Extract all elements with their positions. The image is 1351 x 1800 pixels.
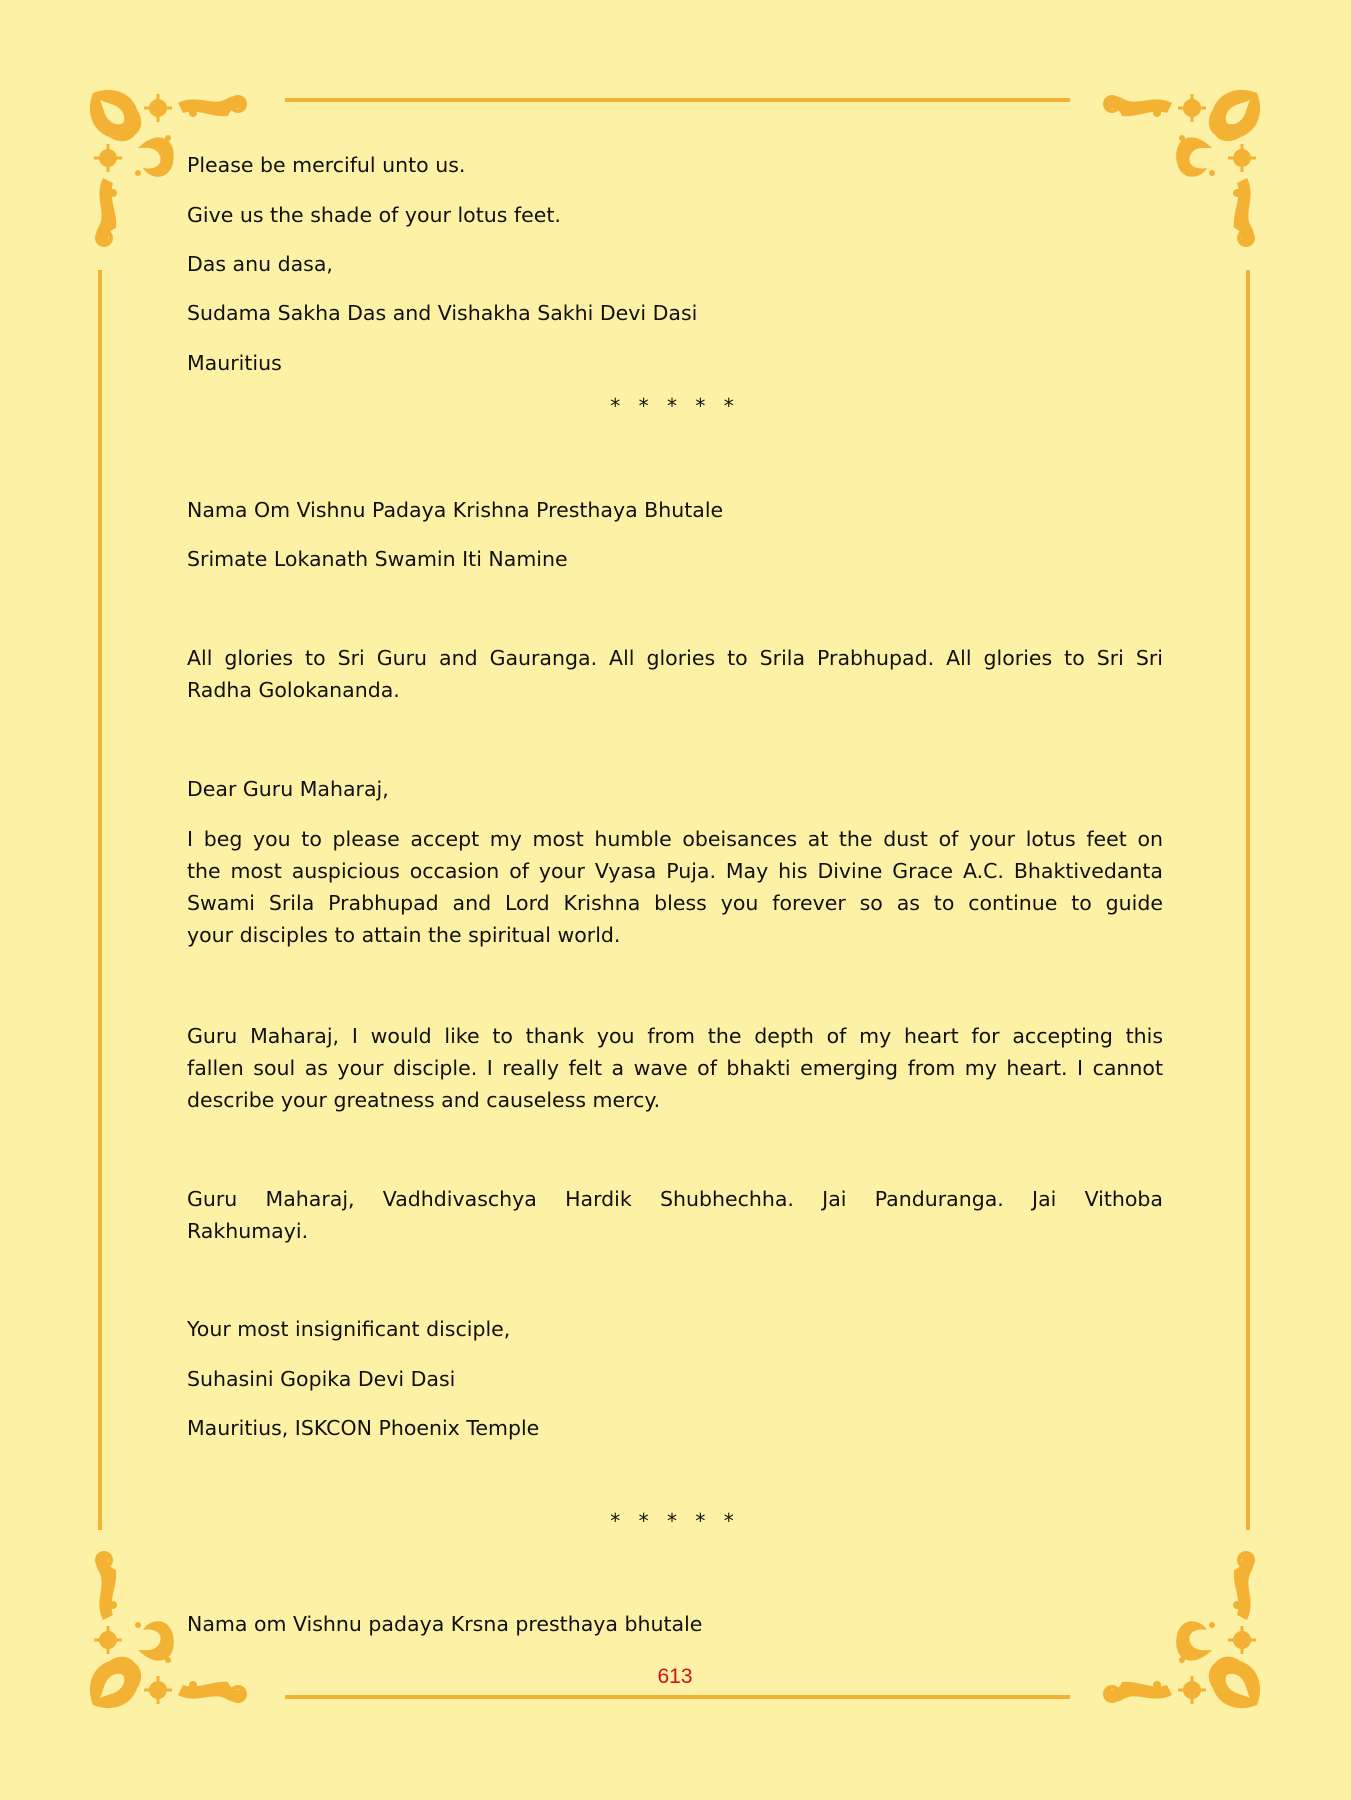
paragraph-3 xyxy=(187,1183,1163,1247)
signoff-line: Your most insignificant disciple, xyxy=(187,1317,511,1341)
section-separator: * * * * * xyxy=(610,1509,740,1533)
paragraph-line: fallen soul as your disciple. I really felt a wave of bhakti emerging from my heart. I cannot xyxy=(187,1056,1163,1080)
paragraph-line: the most auspicious occasion of your Vyasa Puja. May his Divine Grace A.C. Bhaktivedanta xyxy=(187,859,1163,883)
paragraph-line: your disciples to attain the spiritual world. xyxy=(187,923,621,947)
paragraph-line: describe your greatness and causeless mercy. xyxy=(187,1088,661,1112)
invocation-line: Nama om Vishnu padaya Krsna presthaya bhutale xyxy=(187,1612,703,1636)
signature-name: Sudama Sakha Das and Vishakha Sakhi Devi Dasi xyxy=(187,301,698,325)
border-right xyxy=(1246,270,1250,1530)
invocation-line: Nama Om Vishnu Padaya Krishna Presthaya Bhutale xyxy=(187,498,724,522)
paragraph-line: Guru Maharaj, Vadhdivaschya Hardik Shubhechha. Jai Panduranga. Jai Vithoba xyxy=(187,1187,1163,1211)
signature-location: Mauritius, ISKCON Phoenix Temple xyxy=(187,1416,540,1440)
corner-ornament-top-right xyxy=(1062,88,1262,288)
closing-line: Please be merciful unto us. xyxy=(187,153,466,177)
border-left xyxy=(98,270,102,1530)
invocation-line: Srimate Lokanath Swamin Iti Namine xyxy=(187,547,568,571)
paragraph-line: Swami Srila Prabhupad and Lord Krishna bless you forever so as to continue to guide xyxy=(187,891,1163,915)
paragraph-1 xyxy=(187,823,1163,951)
paragraph-line: Radha Golokananda. xyxy=(187,678,400,702)
paragraph-2 xyxy=(187,1020,1163,1116)
glories-paragraph xyxy=(187,642,1163,706)
closing-line: Das anu dasa, xyxy=(187,252,333,276)
salutation: Dear Guru Maharaj, xyxy=(187,777,389,801)
border-bottom xyxy=(285,1695,1070,1699)
border-top xyxy=(285,98,1070,102)
paragraph-line: All glories to Sri Guru and Gauranga. All glories to Srila Prabhupad. All glories to Sri Sri xyxy=(187,646,1163,670)
corner-ornament-bottom-right xyxy=(1062,1510,1262,1710)
page-number: 613 xyxy=(657,1665,693,1688)
paragraph-line: Rakhumayi. xyxy=(187,1219,309,1243)
paragraph-line: Guru Maharaj, I would like to thank you from the depth of my heart for accepting this xyxy=(187,1024,1163,1048)
closing-line: Give us the shade of your lotus feet. xyxy=(187,203,561,227)
section-separator: * * * * * xyxy=(610,394,740,418)
paragraph-line: I beg you to please accept my most humble obeisances at the dust of your lotus feet on xyxy=(187,827,1163,851)
signature-location: Mauritius xyxy=(187,351,282,375)
signature-name: Suhasini Gopika Devi Dasi xyxy=(187,1367,456,1391)
